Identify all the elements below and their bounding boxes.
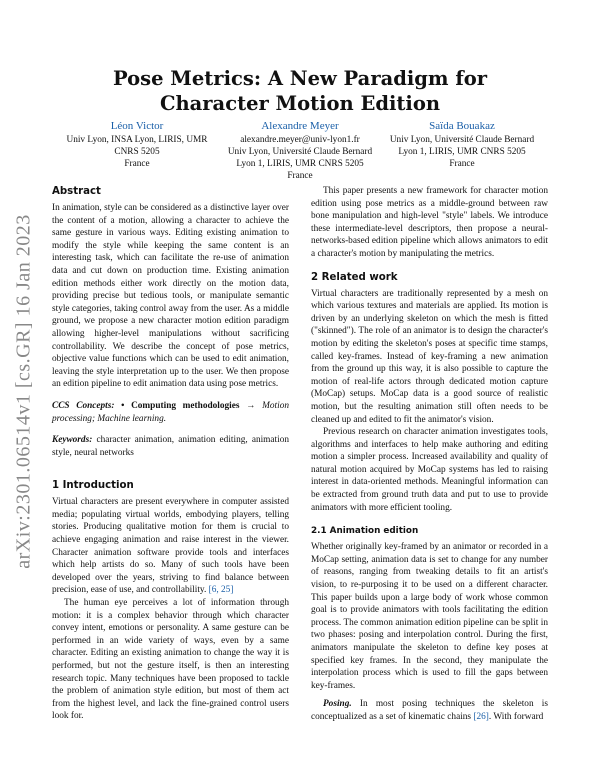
author-affil-line: France bbox=[287, 171, 313, 181]
section-heading-introduction: 1 Introduction bbox=[52, 480, 134, 492]
subsection-heading-animation-edition: 2.1 Animation edition bbox=[311, 526, 419, 537]
posing-text: In most posing techniques the skeleton is conceptualized as a set of kinematic chains bbox=[311, 699, 548, 722]
citation-link[interactable]: [6, 25] bbox=[208, 585, 234, 596]
arxiv-id: arXiv:2301.06514v1 [cs.GR] 16 Jan 2023 bbox=[12, 214, 35, 569]
author-affil-line: Univ Lyon, Université Claude Bernard bbox=[389, 135, 535, 145]
left-column bbox=[52, 185, 289, 723]
arxiv-stamp bbox=[12, 200, 36, 580]
related-paragraph-1: Virtual characters are traditionally represented by a mesh on which various textures and materials are applied. Its motion is driven by an underlying skeleton on which the mesh is fitted ("skinned"). The role of an animator is to design the character's motion by editing the skeleton's poses at specific time stamps, called key-frames. Instead of key-framing a new animation from the ground up this way, it is also possible to capture the motion of real-life actors through dedicated motion capture (MoCap) setups. MoCap data is a good source of realistic motion, but the resulting animation still often needs to be cleaned up and edited to fit the animator's vision. bbox=[311, 288, 548, 425]
intro-p1-text: Virtual characters are present everywhere in computer assisted media; populating virtual worlds, embodying players, telling stories. Producing qualitative motion for them is crucial to achieve engaging animation and raise interest in the viewer. Character animation software provide tools and interfaces which help artists do so. Many of such tools have been developed over the years, striving to find balance between precision, ease of use, and controllability. bbox=[52, 497, 289, 596]
ccs-text: • Computing methodologies → bbox=[121, 400, 256, 411]
related-paragraph-2: Previous research on character animation investigates tools, algorithms and interfaces to help make authoring and editing motion a simpler process. Increased availability and quality of natural motion acquired by MoCap systems has led to raising interest in data-oriented methods. Meaningful information can be extracted from ground truth data and put to use to provide animators with more efficient tooling. bbox=[311, 427, 548, 513]
author-affil-line: Lyon 1, LIRIS, UMR CNRS 5205 bbox=[398, 147, 526, 157]
author-name: Alexandre Meyer bbox=[261, 120, 339, 132]
abstract-heading: Abstract bbox=[52, 186, 101, 197]
author-email: alexandre.meyer@univ-lyon1.fr bbox=[240, 135, 360, 145]
author-block-3 bbox=[377, 119, 547, 170]
intro-paragraph-3: This paper presents a new framework for character motion edition using pose metrics as a middle-ground between raw bone manipulation and high-level "style" labels. We introduce these intermediate-level descriptors, then propose a neural-networks-based edition pipeline which allows animators to edit a character's motion by manipulating the metrics. bbox=[311, 186, 548, 259]
posing-text-end: . With forward bbox=[488, 711, 544, 722]
posing-label: Posing. bbox=[323, 699, 352, 710]
section-heading-related-work: 2 Related work bbox=[311, 271, 398, 283]
author-affil-line: CNRS 5205 bbox=[114, 147, 160, 157]
keywords-text: character animation, animation editing, animation style, neural networks bbox=[52, 435, 290, 458]
paper-title: Pose Metrics: A New Paradigm for Character Motion Edition bbox=[112, 67, 487, 115]
citation-link[interactable]: [26] bbox=[473, 711, 489, 722]
posing-paragraph bbox=[311, 698, 548, 723]
author-block-2 bbox=[215, 119, 385, 182]
keywords bbox=[52, 434, 289, 459]
author-affil-line: Univ Lyon, Université Claude Bernard bbox=[227, 147, 373, 157]
keywords-label: Keywords: bbox=[52, 435, 93, 446]
intro-paragraph-2: The human eye perceives a lot of information through motion: it is a complex behavior through which character convey intent, emotions or personality. A same gesture can be performed in an wide variety of ways, even by a same character. Editing an existing animation to change the way it is performed, but not the gesture itself, is then an interesting research topic. Many techniques have been proposed to tackle the problem of animation style edition, but most of them act from the highest level, and lack the fine-grained control users look for. bbox=[52, 598, 289, 722]
animation-edition-paragraph-1: Whether originally key-framed by an animator or recorded in a MoCap setting, animation data is set to change for any number of reasons, ranging from tweaking details to fit an artist's vision, to re-purposing it to be used on a different character. This paper builds upon a large body of work whose common goal is to provide animators with tools facilitating the edition process. The common animation edition pipeline can be split in two phases: posing and interpolation control. During the first, animators manipulate the skeleton to define key poses at specified key frames. In the second, they manipulate the interpolation process which is used to fill the gaps between key-frames. bbox=[311, 542, 548, 691]
ccs-label: CCS Concepts: bbox=[52, 400, 115, 411]
ccs-items: Motion processing; Machine learning. bbox=[52, 400, 289, 424]
author-affil-line: Lyon 1, LIRIS, UMR CNRS 5205 bbox=[236, 159, 364, 169]
ccs-concepts bbox=[52, 400, 289, 425]
author-affil-line: France bbox=[449, 159, 475, 169]
abstract-text: In animation, style can be considered as a distinctive layer over the content of a motion, allowing a character to achieve the same gesture in various ways. Editing existing animation to modify the style while keeping the same content is an interesting task, which can facilitate the re-use of animation data and cut down on production time. Existing animation edition methods either work directly on the motion data, providing precise but tedious tools, or manipulate semantic style categories, taking control away from the user. As a middle ground, we propose a new character motion edition paradigm allowing higher-level manipulations without sacrificing controllability. We describe the concept of pose metrics, objective value functions which can be used to edit animation, leaving the style interpretation up to the user. We then propose an edition pipeline to edit animation data using pose metrics. bbox=[52, 203, 289, 390]
author-name: Léon Victor bbox=[110, 120, 164, 132]
intro-paragraph-1 bbox=[52, 496, 289, 597]
right-column bbox=[311, 185, 548, 724]
author-affil-line: Univ Lyon, INSA Lyon, LIRIS, UMR bbox=[66, 135, 208, 145]
author-block-1 bbox=[52, 119, 222, 170]
author-affil-line: France bbox=[124, 159, 150, 169]
author-name: Saïda Bouakaz bbox=[429, 120, 495, 132]
